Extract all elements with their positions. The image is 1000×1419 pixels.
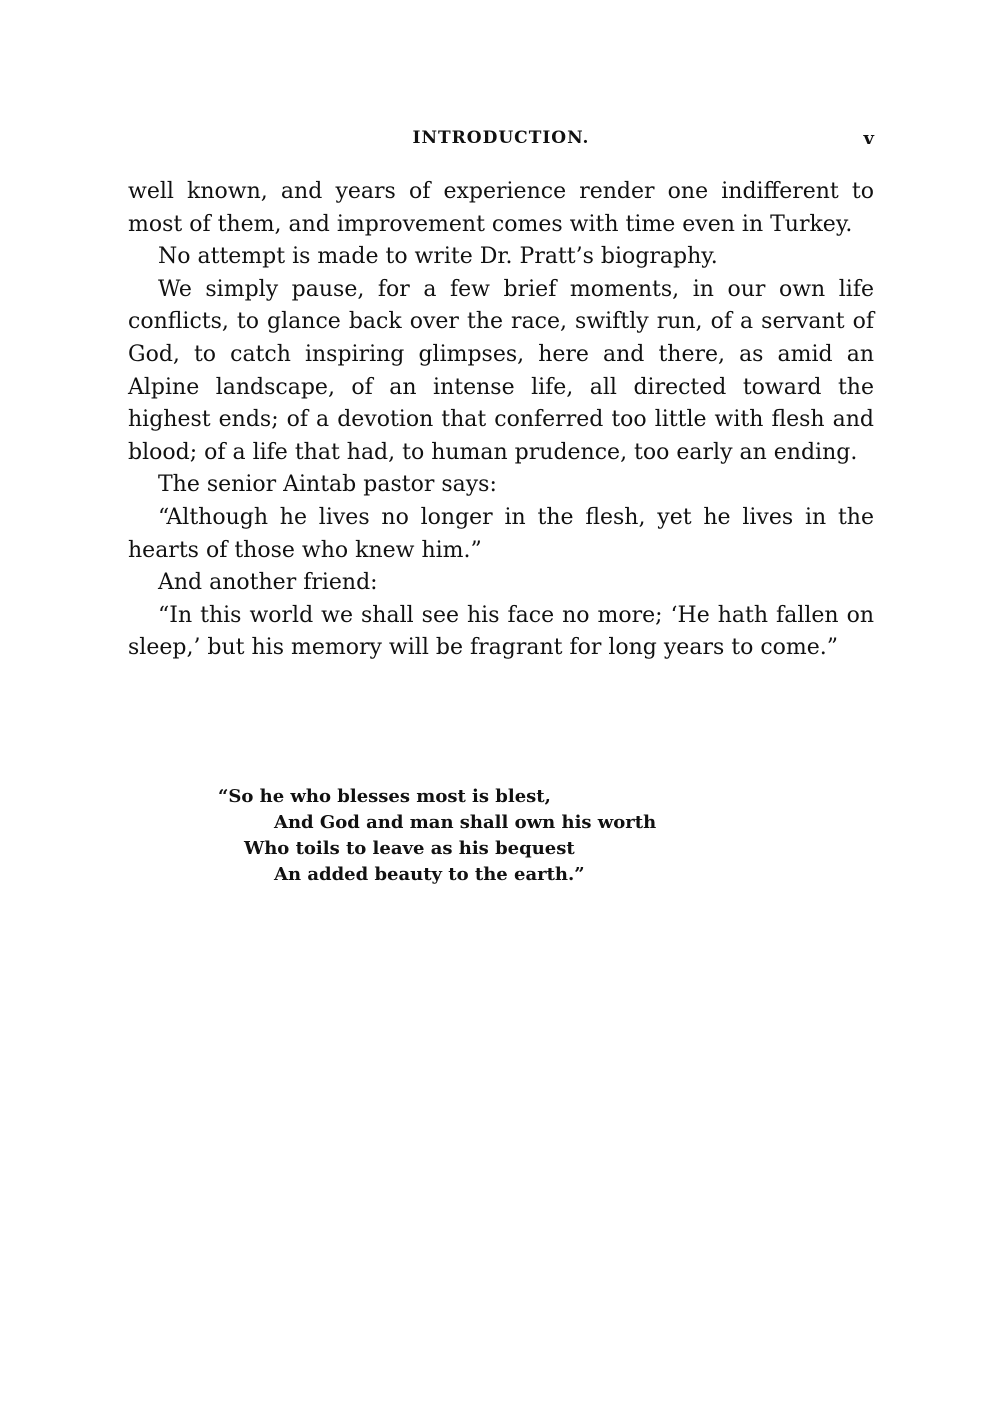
- paragraph-friend-intro: And another friend:: [158, 570, 378, 596]
- paragraph-reflection: We simply pause, for a few brief moments, in our own life conflicts, to glance back over the race, swiftly run, of a servant of God, to catch inspiring glimpses, here and there, as amid an Alpine landscape, of an intense life, all directed toward the highest ends; of a devotion that conferred too little with flesh and blood; of a life that had, to human prudence, too early an ending.: [128, 276, 874, 465]
- paragraph-friend-quote: “In this world we shall see his face no more; ‘He hath fallen on sleep,’ but his memory will be fragrant for long years to come.”: [128, 602, 874, 661]
- paragraph-continuation: well known, and years of experience render one indifferent to most of them, and improvement comes with time even in Turkey.: [128, 179, 874, 237]
- paragraph-pastor-quote: “Although he lives no longer in the flesh, yet he lives in the hearts of those who knew him.”: [128, 504, 874, 563]
- paragraph-biography-note: No attempt is made to write Dr. Pratt’s biography.: [158, 244, 718, 270]
- poem-line: Who toils to leave as his bequest: [244, 838, 575, 859]
- running-head: [128, 126, 874, 152]
- poem-line: And God and man shall own his worth: [274, 812, 657, 833]
- paragraph-pastor-intro: The senior Aintab pastor says:: [158, 472, 497, 498]
- running-title: INTRODUCTION.: [412, 128, 590, 148]
- body-text: [128, 176, 874, 665]
- page-number: v: [863, 128, 874, 149]
- poem-stanza: [218, 784, 778, 888]
- poem-line: “So he who blesses most is blest,: [218, 786, 551, 807]
- poem-line: An added beauty to the earth.”: [274, 864, 585, 885]
